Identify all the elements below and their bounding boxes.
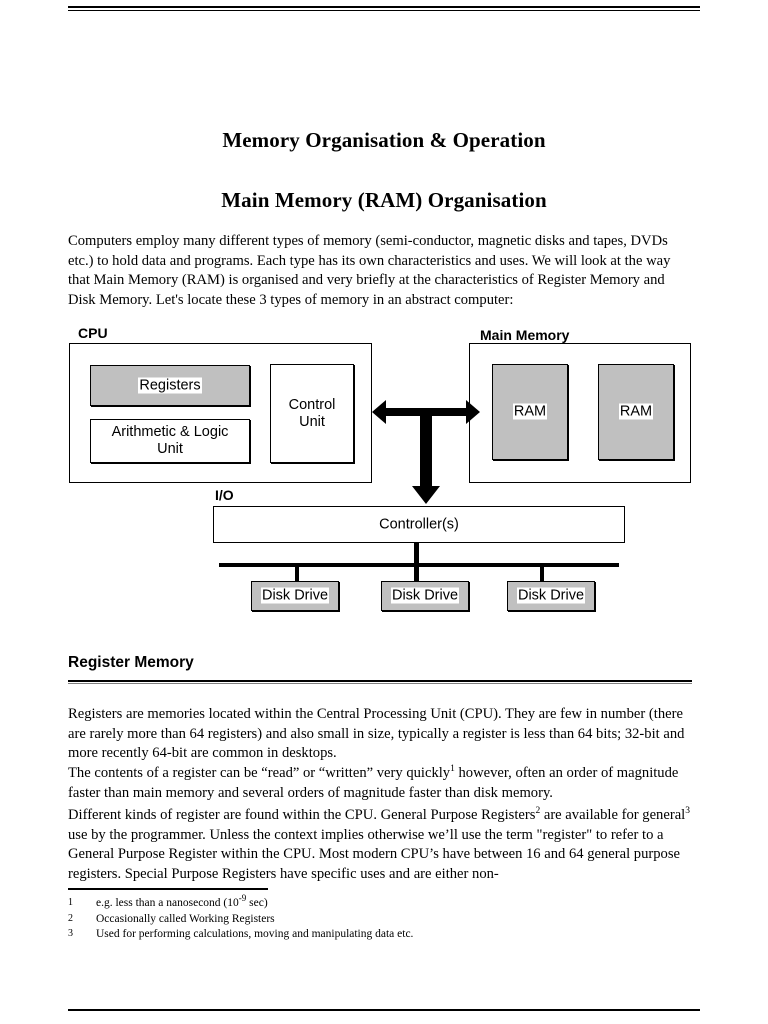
footnote-number: 3: [68, 928, 73, 939]
alu-box: [90, 419, 250, 463]
footnote-item: [68, 927, 692, 943]
control-unit-box: [270, 364, 354, 463]
footnote-number: 2: [68, 912, 73, 924]
footnote-text-post: sec): [246, 897, 268, 909]
intro-paragraph: Computers employ many different types of memory (semi-conductor, magnetic disks and tapes, DVDs etc.) to hold data and programs. Each type has its own characteristics and uses. We will look at the way that Main Memory (RAM) is organised and very briefly at the characteristics of Register Memory and Disk Memory. Let's locate these 3 types of memory in an abstract computer:: [68, 233, 671, 308]
footnote-exponent: -9: [238, 893, 247, 904]
register-memory-paragraph-1: Registers are memories located within the Central Processing Unit (CPU). They are few in number (there are rarely more than 64 registers) and also small in size, typically a register is less than 64 bits; 32-bit and more recently 64-bit are common in desktops.: [68, 706, 685, 761]
disk-drive-box-1: [251, 581, 339, 611]
footnote-list: [68, 893, 692, 943]
registers-box: [90, 365, 250, 406]
disk-drive-label-3: Disk Drive: [517, 587, 585, 604]
disk-drive-box-2: [381, 581, 469, 611]
control-unit-label: Control Unit: [288, 396, 336, 430]
footnote-text: Used for performing calculations, moving and manipulating data etc.: [96, 928, 414, 940]
footnote-separator: [68, 888, 268, 890]
cpu-label: CPU: [78, 325, 108, 341]
para3-text-a: Different kinds of register are found within the CPU. General Purpose Registers: [68, 807, 536, 823]
para3-text-c: use by the programmer. Unless the context implies otherwise we’ll use the term "register" to refer to a General Purpose Register within the CPU. Most modern CPU’s have between 16 and 64 general purpose registers. Special Purpose Registers have specific uses and are either non-: [68, 826, 681, 882]
register-memory-paragraph-3: [68, 806, 692, 884]
footnote-text-pre: e.g. less than a nanosecond (10: [96, 897, 239, 909]
ram-box-2: [598, 364, 674, 460]
footnote-ref-2: 2: [535, 806, 541, 817]
footnote-item: [68, 893, 692, 912]
io-bus-lines: [209, 543, 629, 583]
controller-box: [213, 506, 625, 543]
footnote-number: 1: [68, 897, 73, 908]
page-subtitle: Main Memory (RAM) Organisation: [221, 188, 547, 212]
footnote-ref-1: 1: [450, 764, 455, 775]
para2-text-b: however, often an order of magnitude faster than main memory and several orders of magnitude faster than disk memory.: [68, 765, 679, 801]
footnote-text: Occasionally called Working Registers: [96, 912, 275, 925]
register-memory-paragraph-2: [68, 764, 692, 803]
footnote-item: [68, 912, 692, 928]
disk-drive-label-2: Disk Drive: [391, 587, 459, 604]
page-title: Memory Organisation & Operation: [222, 128, 546, 152]
footnote-text: [96, 893, 268, 912]
para3-text-b: are available for general: [540, 807, 686, 823]
footnote-ref-3: 3: [685, 806, 690, 817]
disk-drive-box-3: [507, 581, 595, 611]
disk-drive-label-1: Disk Drive: [261, 587, 329, 604]
main-memory-label: Main Memory: [480, 327, 570, 343]
io-label: I/O: [215, 487, 234, 503]
bus-arrows-icon: [370, 396, 482, 508]
registers-label: Registers: [139, 377, 201, 393]
section-heading-register-memory: Register Memory: [68, 654, 194, 671]
alu-label: Arithmetic & Logic Unit: [111, 424, 229, 457]
controller-label: Controller(s): [379, 516, 459, 532]
ram-label-2: RAM: [619, 403, 653, 420]
ram-label-1: RAM: [513, 403, 547, 420]
section-heading-rule: [68, 680, 692, 684]
ram-box-1: [492, 364, 568, 460]
para2-text-a: The contents of a register can be “read” or “written” very quickly: [68, 765, 451, 781]
